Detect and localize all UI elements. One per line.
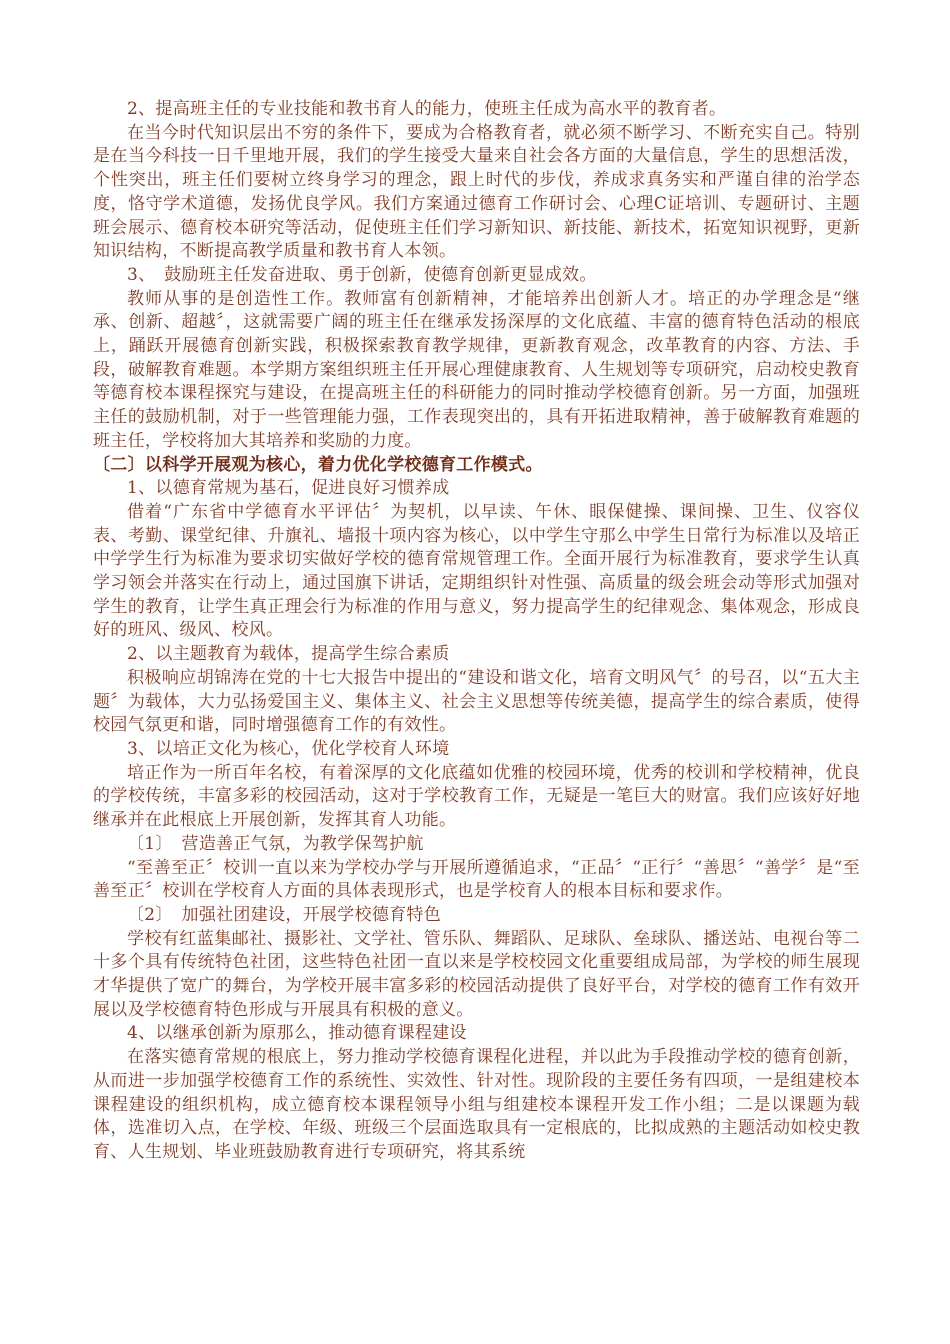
paragraph: 借着“广东省中学德育水平评估〞为契机，以早读、午休、眼保健操、课间操、卫生、仪容仪表、考勤、课堂纪律、升旗礼、墙报十项内容为核心，以中学生守那么中学生日常行为标准以及培正中学学生行为标准为要求切实做好学校的德育常规管理工作。全面开展行为标准教育，要求学生认真学习领会并落实在行动上，通过国旗下讲话，定期组织针对性强、高质量的级会班会动等形式加强对学生的教育，让学生真正理会行为标准的作用与意义，努力提高学生的纪律观念、集体观念，形成良好的班风、级风、校风。 [93,501,860,641]
paragraph: 3、 鼓励班主任发奋进取、勇于创新，使德育创新更显成效。 [127,264,597,285]
paragraph: 学校有红蓝集邮社、摄影社、文学社、管乐队、舞蹈队、足球队、垒球队、播送站、电视台等二十多个具有传统特色社团，这些特色社团一直以来是学校校园文化重要组成局部，为学校的师生展现才华提供了宽广的舞台，为学校开展丰富多彩的校园活动提供了良好平台，对学校的德育工作有效开展以及学校德育特色形成与开展具有积极的意义。 [93,928,860,1020]
paragraph: 积极响应胡锦涛在党的十七大报告中提出的“建设和谐文化，培育文明风气〞的号召，以“五大主题〞为载体，大力弘扬爱国主义、集体主义、社会主义思想等传统美德，提高学生的综合素质，使得校园气氛更和谐，同时增强德育工作的有效性。 [93,667,860,736]
paragraph: 2、提高班主任的专业技能和教书育人的能力，使班主任成为高水平的教育者。 [127,99,727,119]
paragraph: 教师从事的是创造性工作。教师富有创新精神，才能培养出创新人才。培正的办学理念是“继承、创新、超越〞，这就需要广阔的班主任在继承发扬深厚的文化底蕴、丰富的德育特色活动的根底上，踊跃开展德育创新实践，积极探索教育教学规律，更新教育观念，改革教育的内容、方法、手段，破解教育难题。本学期方案组织班主任开展心理健康教育、人生规划等专项研究，启动校史教育等德育校本课程探究与建设，在提高班主任的科研能力的同时推动学校德育创新。另一方面，加强班主任的鼓励机制，对于一些管理能力强，工作表现突出的，具有开拓进取精神，善于破解教育难题的班主任，学校将加大其培养和奖励的力度。 [93,288,860,451]
paragraph: 培正作为一所百年名校，有着深厚的文化底蕴如优雅的校园环境，优秀的校训和学校精神，优良的学校传统，丰富多彩的校园活动，这对于学校教育工作，无疑是一笔巨大的财富。我们应该好好地继承并在此根底上开展创新，发挥其育人功能。 [93,762,860,831]
paragraph: 在当今时代知识层出不穷的条件下，要成为合格教育者，就必须不断学习、不断充实自己。特别是在当今科技一日千里地开展，我们的学生接受大量来自社会各方面的大量信息，学生的思想活泼，个性突出，班主任们要树立终身学习的理念，跟上时代的步伐，养成求真务实和严谨自律的治学态度，恪守学术道德，发扬优良学风。我们方案通过德育工作研讨会、心理C证培训、专题研讨、主题班会展示、德育校本研究等活动，促使班主任们学习新知识、新技能、新技术，拓宽知识视野，更新知识结构，不断提高教学质量和教书育人本领。 [93,122,860,262]
paragraph: 3、以培正文化为核心，优化学校育人环境 [127,738,450,759]
paragraph: 2、以主题教育为载体，提高学生综合素质 [127,644,450,665]
paragraph: 〔2〕 加强社团建设，开展学校德育特色 [127,904,442,925]
paragraph: 1、以德育常规为基石，促进良好习惯养成 [127,478,450,499]
paragraph: 在落实德育常规的根底上，努力推动学校德育课程化进程，并以此为手段推动学校的德育创新，从而进一步加强学校德育工作的系统性、实效性、针对性。现阶段的主要任务有四项，一是组建校本课程建设的组织机构，成立德育校本课程领导小组与组建校本课程开发工作小组；二是以课题为载体，选准切入点，在学校、年级、班级三个层面选取具有一定根底的，比拟成熟的主题活动如校史教育、人生规划、毕业班鼓励教育进行专项研究，将其系统 [93,1047,860,1162]
paragraph: 〔1〕 营造善正气氛，为教学保驾护航 [127,833,424,854]
paragraph: “至善至正〞校训一直以来为学校办学与开展所遵循追求，“正品〞“正行〞“善思〞“善学〞是“至善至正〞校训在学校育人方面的具体表现形式，也是学校育人的根本目标和要求作。 [93,857,860,902]
paragraph: 4、以继承创新为原那么，推动德育课程建设 [127,1023,467,1044]
section-heading: 〔二〕以科学开展观为核心，着力优化学校德育工作模式。 [93,454,543,475]
